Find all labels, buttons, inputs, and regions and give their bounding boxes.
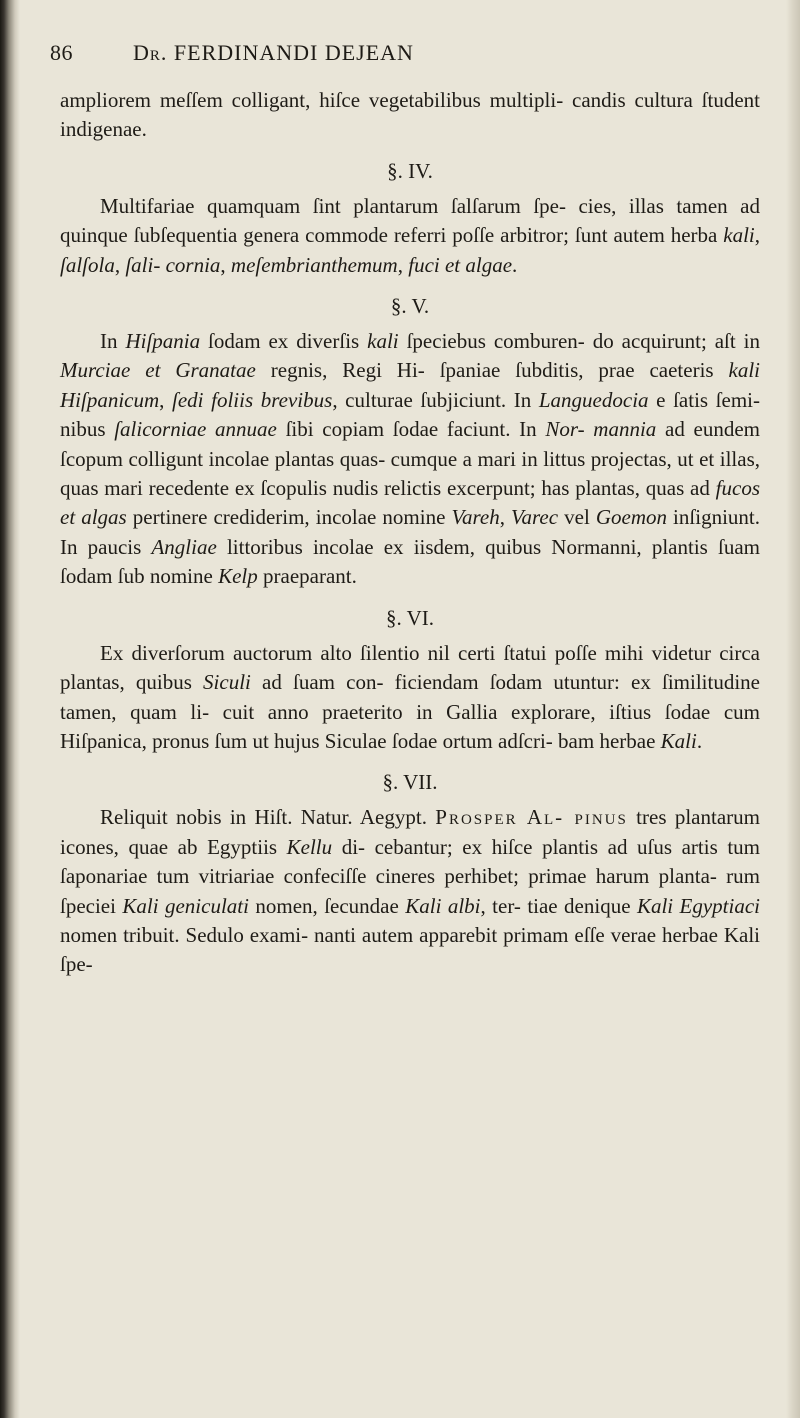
page-number: 86 — [50, 40, 73, 65]
section-heading-v: §. V. — [390, 294, 430, 319]
page-edge — [786, 0, 800, 1418]
section-heading-iv: §. IV. — [387, 158, 433, 183]
paragraph-vi: Ex diverſorum auctorum alto ſilentio nil certi ſtatui poſſe mihi videtur circa plantas, quibus Siculi ad ſuam con- ficiendam ſodam utuntur: ex ſimilitudine tamen, quam li- cuit anno praeterito in Gallia explorare, iſtius ſodae cum Hiſpanica, pronus ſum ut hujus Siculae ſodae ortum adſcri- bam herbae Kali. — [60, 640, 760, 753]
paragraph-vii: Reliquit nobis in Hiſt. Natur. Aegypt. Prosper Al- pinus tres plantarum icones, quae ab Egyptiis Kellu di- cebantur; ex hiſce plantis ad uſus artis tum ſaponariae tum vitriariae confeciſſe cineres perhibet; primae harum planta- rum ſpeciei Kali geniculati nomen, ſecundae Kali albi, ter- tiae denique Kali Egyptiaci nomen tribuit. Sedulo exami- nanti autem apparebit primam eſſe verae herbae Kali ſpe- — [60, 805, 761, 977]
book-gutter-shadow — [0, 0, 20, 1418]
running-head — [50, 40, 760, 76]
section-heading-vii: §. VII. — [382, 770, 438, 795]
section-heading-vi: §. VI. — [385, 605, 435, 630]
running-title: Dr. FERDINANDI DEJEAN — [133, 40, 414, 65]
paragraph-v: In Hiſpania ſodam ex diverſis kali ſpeciebus comburen- do acquirunt; aſt in Murciae et Granatae regnis, Regi Hi- ſpaniae ſubditis, prae caeteris kali Hiſpanicum, ſedi foliis brevibus, culturae ſubjiciunt. In Languedocia e ſatis ſemi- nibus ſalicorniae annuae ſibi copiam ſodae faciunt. In Nor- mannia ad eundem ſcopum colligunt incolae plantas quas- cumque a mari in littus projectas, ut et illas, quas mari recedente ex ſcopulis nudis relictis excerpunt; has plantas, quas ad fucos et algas pertinere crediderim, incolae nomine Vareh, Varec vel Goemon inſigniunt. In paucis Angliae littoribus incolae ex iisdem, quibus Normanni, plantis ſuam ſodam ſub nomine Kelp praeparant. — [60, 329, 761, 589]
book-page — [50, 40, 761, 980]
paragraph-iv: Multifariae quamquam ſint plantarum ſalſarum ſpe- cies, illas tamen ad quinque ſubſequentia genera commode referri poſſe arbitror; ſunt autem herba kali, ſalſola, ſali- cornia, meſembrianthemum, fuci et algae. — [60, 193, 760, 277]
intro-paragraph: ampliorem meſſem colligant, hiſce vegetabilibus multipli- candis cultura ſtudent indigenae. — [60, 88, 760, 142]
